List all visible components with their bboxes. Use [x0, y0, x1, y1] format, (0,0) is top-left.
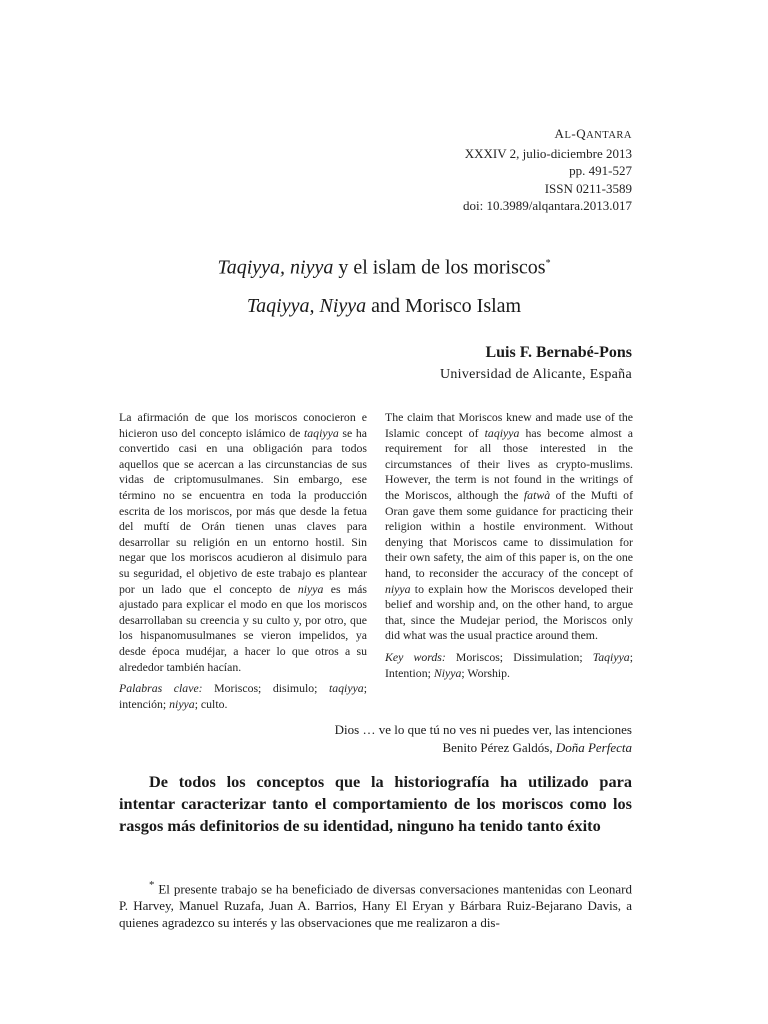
author-name: Luis F. Bernabé-Pons [485, 344, 632, 361]
journal-info [463, 125, 632, 215]
title-spanish: Taqiyya, niyya y el islam de los moriscos* [217, 256, 551, 279]
epigraph-source: Benito Pérez Galdós, Doña Perfecta [442, 740, 632, 755]
author-block [440, 342, 632, 386]
abstract-text: La afirmación de que los moriscos conocieron e hicieron uso del concepto islámico de taqiyya se ha convertido casi en una obligación para todos aquellos que se acercan a las circunstancias de sus vidas de criptomusulmanes. Sin embargo, ese término no se encuentra en toda la producción escrita de los moriscos, por más que desde la fetua del muftí de Orán tienen unas claves para desarrollar su religión en un entorno hostil. Sin negar que los moriscos acudieron al disimulo para su seguridad, el objetivo de este trabajo es plantear por un lado que el concepto de niyya es más ajustado para explicar el modo en que los moriscos desarrollaban su creencia y su culto y, por otro, que los hispanomusulmanes se vieron impelidos, ya desde época mudéjar, a hacer lo que otros a su alrededor también hacían. [119, 410, 367, 674]
footnote-marker: * [545, 258, 551, 269]
author-affiliation: Universidad de Alicante, España [439, 367, 632, 382]
epigraph-quote: Dios … ve lo que tú no ves ni puedes ver, las intenciones [334, 722, 632, 737]
abstract-text: The claim that Moriscos knew and made use of the Islamic concept of taqiyya has become almost a requirement for all those interested in the circumstances of their lives as crypto-muslims. However, the term is not found in the writings of the Moriscos, although the fatwà of the Mufti of Oran gave them some guidance for practicing their religion within a hostile environment. Without denying that Moriscos came to dissimulation for their own safety, the aim of this paper is, on the one hand, to reconsider the accuracy of the concept of niyya to explain how the Moriscos developed their belief and worship and, on the other hand, to argue that, since the Mudejar period, the Moriscos only did what was the usual practice around them. [385, 410, 634, 643]
journal-pages: pp. 491-527 [569, 163, 632, 178]
keywords-english: Key words: Moriscos; Dissimulation; Taqiyya; Intention; Niyya; Worship. [385, 649, 633, 680]
abstract-english [385, 410, 633, 681]
journal-issue: XXXIV 2, julio-diciembre 2013 [464, 145, 632, 161]
footnote-marker: * [149, 879, 155, 891]
journal-issn: ISSN 0211-3589 [544, 180, 632, 196]
footnote: * El presente trabajo se ha beneficiado de diversas conversaciones mantenidas con Leonard P. Harvey, Manuel Ruzafa, Juan A. Barrios, Hany El Eryan y Bárbara Ruiz-Bejarano Davis, a quienes agradezco su interés y las observaciones que me realizaron a dis- [119, 879, 632, 931]
journal-name: AL-QANTARA [554, 126, 632, 141]
abstract-spanish [119, 410, 367, 712]
keywords-spanish: Palabras clave: Moriscos; disimulo; taqiyya; intención; niyya; culto. [119, 681, 367, 711]
journal-doi: doi: 10.3989/alqantara.2013.017 [463, 198, 632, 213]
title-english: Taqiyya, Niyya and Morisco Islam [246, 294, 522, 317]
opening-paragraph: De todos los conceptos que la historiografía ha utilizado para intentar caracterizar tanto el comportamiento de los moriscos como los rasgos más definitorios de su identidad, ninguno ha tenido tanto éxito [119, 772, 632, 835]
epigraph [335, 721, 632, 757]
article-titles [0, 251, 768, 319]
